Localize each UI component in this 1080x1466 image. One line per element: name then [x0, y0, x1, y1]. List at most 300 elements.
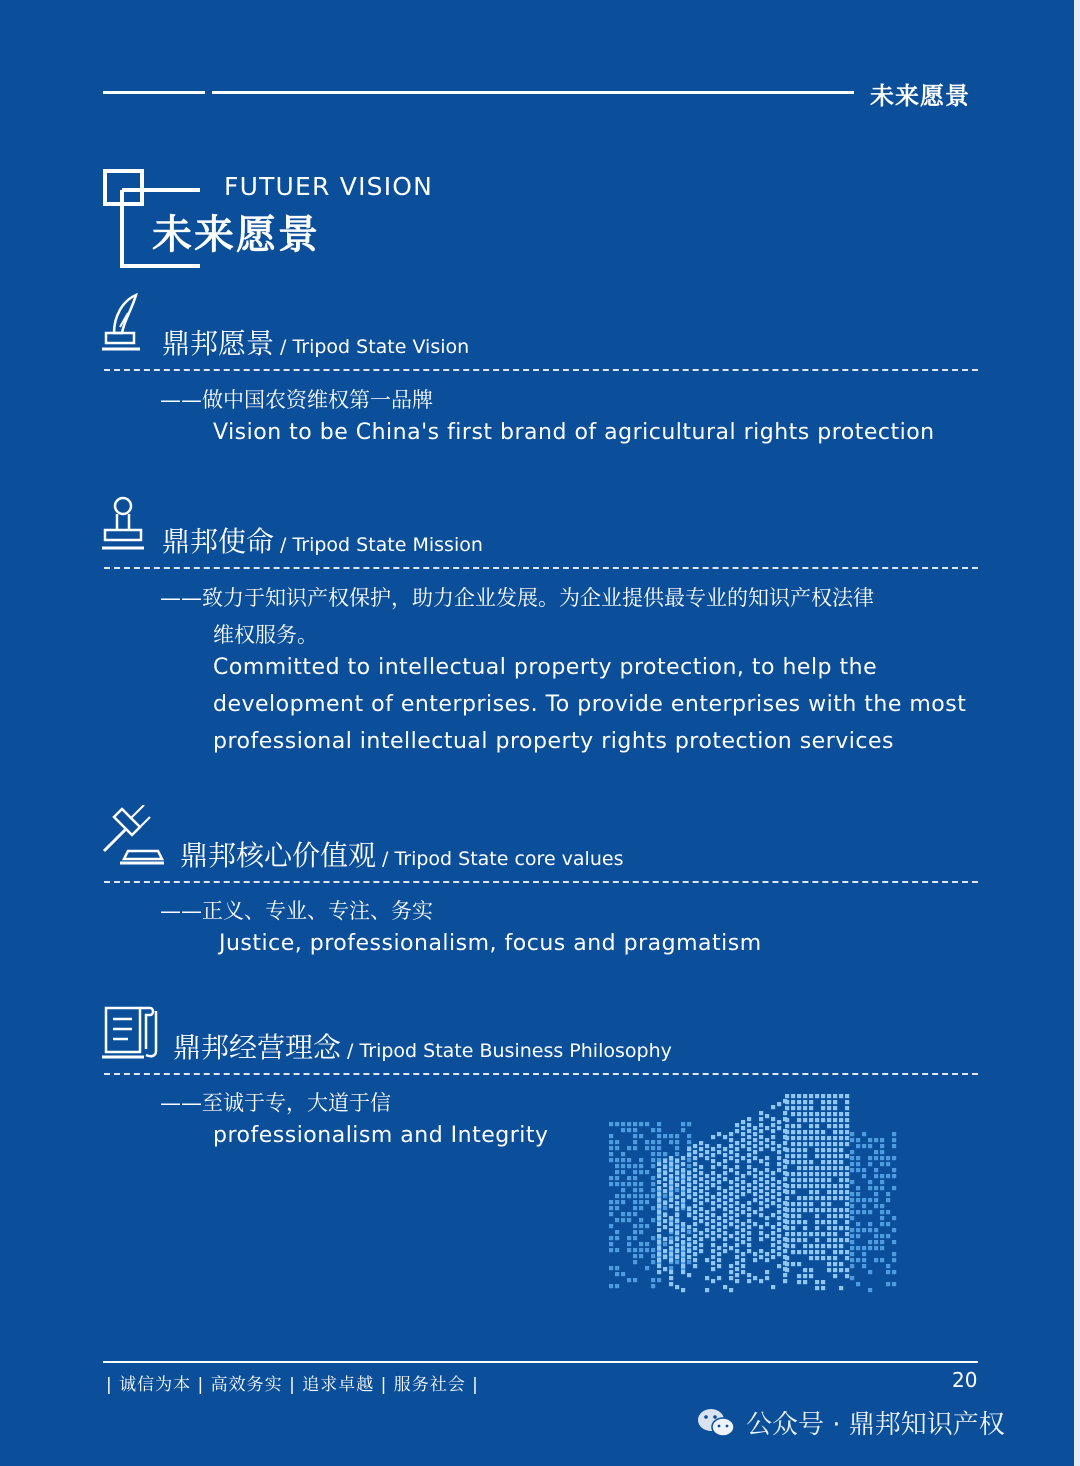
skyline-pixel: [791, 1094, 795, 1098]
skyline-pixel: [633, 1206, 637, 1210]
skyline-pixel: [777, 1186, 781, 1190]
skyline-pixel: [874, 1186, 878, 1190]
skyline-pixel: [639, 1164, 643, 1168]
skyline-pixel: [681, 1192, 685, 1196]
skyline-pixel: [681, 1186, 685, 1190]
skyline-pixel: [717, 1216, 721, 1220]
skyline-pixel: [771, 1201, 775, 1205]
skyline-pixel: [741, 1240, 745, 1244]
skyline-pixel: [711, 1231, 715, 1235]
skyline-pixel: [862, 1174, 866, 1178]
skyline-pixel: [723, 1153, 727, 1157]
skyline-pixel: [753, 1198, 757, 1202]
skyline-pixel: [681, 1228, 685, 1232]
skyline-pixel: [771, 1183, 775, 1187]
skyline-pixel: [717, 1258, 721, 1262]
skyline-pixel: [785, 1106, 789, 1110]
skyline-pixel: [821, 1184, 825, 1188]
skyline-pixel: [681, 1288, 685, 1292]
skyline-pixel: [797, 1154, 801, 1158]
skyline-pixel: [705, 1150, 709, 1154]
skyline-pixel: [827, 1160, 831, 1164]
skyline-pixel: [663, 1255, 667, 1259]
skyline-pixel: [803, 1250, 807, 1254]
skyline-pixel: [803, 1148, 807, 1152]
skyline-pixel: [833, 1190, 837, 1194]
skyline-pixel: [681, 1180, 685, 1184]
skyline-pixel: [735, 1207, 739, 1211]
skyline-pixel: [735, 1219, 739, 1223]
page-number: 20: [952, 1368, 978, 1392]
skyline-pixel: [815, 1148, 819, 1152]
skyline-pixel: [669, 1180, 673, 1184]
skyline-pixel: [827, 1094, 831, 1098]
skyline-pixel: [663, 1219, 667, 1223]
skyline-pixel: [791, 1172, 795, 1176]
skyline-pixel: [735, 1183, 739, 1187]
skyline-pixel: [797, 1262, 801, 1266]
skyline-pixel: [729, 1156, 733, 1160]
section-philosophy-en-line: professionalism and Integrity: [213, 1123, 549, 1148]
skyline-pixel: [687, 1147, 691, 1151]
skyline-pixel: [681, 1168, 685, 1172]
skyline-pixel: [729, 1168, 733, 1172]
skyline-pixel: [729, 1210, 733, 1214]
skyline-pixel: [874, 1174, 878, 1178]
skyline-pixel: [657, 1152, 661, 1156]
skyline-pixel: [681, 1252, 685, 1256]
skyline-pixel: [797, 1208, 801, 1212]
skyline-pixel: [699, 1153, 703, 1157]
skyline-pixel: [833, 1244, 837, 1248]
skyline-pixel: [833, 1142, 837, 1146]
skyline-pixel: [741, 1204, 745, 1208]
skyline-pixel: [753, 1276, 757, 1280]
skyline-pixel: [681, 1174, 685, 1178]
skyline-pixel: [803, 1280, 807, 1284]
skyline-pixel: [797, 1232, 801, 1236]
skyline-pixel: [785, 1148, 789, 1152]
header-rule-long: [212, 91, 854, 94]
skyline-pixel: [874, 1246, 878, 1250]
skyline-pixel: [651, 1236, 655, 1240]
skyline-pixel: [862, 1252, 866, 1256]
skyline-pixel: [753, 1222, 757, 1226]
skyline-pixel: [815, 1118, 819, 1122]
skyline-pixel: [850, 1264, 854, 1268]
skyline-pixel: [803, 1106, 807, 1110]
skyline-pixel: [633, 1128, 637, 1132]
skyline-pixel: [771, 1237, 775, 1241]
skyline-pixel: [868, 1180, 872, 1184]
skyline-pixel: [785, 1226, 789, 1230]
skyline-pixel: [845, 1106, 849, 1110]
skyline-pixel: [711, 1135, 715, 1139]
skyline-pixel: [747, 1171, 751, 1175]
skyline-pixel: [735, 1213, 739, 1217]
skyline-pixel: [827, 1226, 831, 1230]
skyline-pixel: [615, 1218, 619, 1222]
skyline-pixel: [868, 1198, 872, 1202]
skyline-pixel: [609, 1206, 613, 1210]
skyline-pixel: [815, 1166, 819, 1170]
skyline-pixel: [627, 1236, 631, 1240]
skyline-pixel: [797, 1124, 801, 1128]
skyline-pixel: [785, 1136, 789, 1140]
skyline-pixel: [803, 1100, 807, 1104]
skyline-pixel: [759, 1201, 763, 1205]
skyline-pixel: [833, 1136, 837, 1140]
skyline-pixel: [747, 1129, 751, 1133]
skyline-pixel: [627, 1248, 631, 1252]
skyline-pixel: [874, 1258, 878, 1262]
skyline-pixel: [850, 1246, 854, 1250]
skyline-pixel: [729, 1144, 733, 1148]
skyline-pixel: [785, 1238, 789, 1242]
skyline-pixel: [765, 1138, 769, 1142]
skyline-pixel: [687, 1171, 691, 1175]
skyline-pixel: [815, 1094, 819, 1098]
skyline-pixel: [621, 1194, 625, 1198]
skyline-pixel: [777, 1120, 781, 1124]
skyline-pixel: [797, 1172, 801, 1176]
skyline-pixel: [693, 1228, 697, 1232]
skyline-pixel: [753, 1132, 757, 1136]
skyline-pixel: [753, 1150, 757, 1154]
skyline-pixel: [850, 1138, 854, 1142]
section-vision-divider: [104, 369, 978, 371]
skyline-pixel: [839, 1262, 843, 1266]
skyline-pixel: [868, 1162, 872, 1166]
skyline-pixel: [765, 1252, 769, 1256]
skyline-pixel: [717, 1198, 721, 1202]
skyline-pixel: [663, 1213, 667, 1217]
skyline-pixel: [785, 1160, 789, 1164]
skyline-pixel: [615, 1230, 619, 1234]
skyline-pixel: [765, 1216, 769, 1220]
skyline-pixel: [815, 1172, 819, 1176]
skyline-pixel: [627, 1146, 631, 1150]
skyline-pixel: [880, 1210, 884, 1214]
skyline-pixel: [839, 1130, 843, 1134]
skyline-pixel: [741, 1270, 745, 1274]
skyline-pixel: [827, 1136, 831, 1140]
skyline-pixel: [723, 1171, 727, 1175]
skyline-pixel: [687, 1273, 691, 1277]
skyline-pixel: [803, 1160, 807, 1164]
skyline-pixel: [693, 1204, 697, 1208]
skyline-pixel: [729, 1138, 733, 1142]
skyline-pixel: [845, 1154, 849, 1158]
skyline-pixel: [765, 1276, 769, 1280]
skyline-pixel: [609, 1152, 613, 1156]
skyline-pixel: [833, 1118, 837, 1122]
skyline-pixel: [880, 1246, 884, 1250]
skyline-pixel: [785, 1184, 789, 1188]
skyline-pixel: [791, 1124, 795, 1128]
skyline-pixel: [639, 1158, 643, 1162]
skyline-pixel: [639, 1242, 643, 1246]
skyline-pixel: [791, 1142, 795, 1146]
skyline-pixel: [803, 1274, 807, 1278]
skyline-pixel: [845, 1256, 849, 1260]
skyline-pixel: [765, 1174, 769, 1178]
skyline-pixel: [785, 1208, 789, 1212]
skyline-pixel: [675, 1219, 679, 1223]
skyline-pixel: [681, 1128, 685, 1132]
skyline-pixel: [880, 1156, 884, 1160]
skyline-pixel: [693, 1258, 697, 1262]
skyline-pixel: [615, 1236, 619, 1240]
skyline-pixel: [693, 1150, 697, 1154]
header-rule-short: [103, 91, 205, 94]
skyline-pixel: [845, 1184, 849, 1188]
skyline-pixel: [845, 1250, 849, 1254]
skyline-pixel: [705, 1288, 709, 1292]
skyline-pixel: [687, 1140, 691, 1144]
skyline-pixel: [839, 1208, 843, 1212]
skyline-pixel: [809, 1184, 813, 1188]
skyline-pixel: [821, 1232, 825, 1236]
skyline-pixel: [785, 1262, 789, 1266]
skyline-pixel: [783, 1273, 787, 1277]
section-values-en-line: Justice, professionalism, focus and pragmatism: [219, 931, 762, 956]
skyline-pixel: [657, 1246, 661, 1250]
skyline-pixel: [809, 1142, 813, 1146]
skyline-pixel: [729, 1192, 733, 1196]
skyline-pixel: [785, 1094, 789, 1098]
skyline-pixel: [735, 1159, 739, 1163]
skyline-pixel: [675, 1159, 679, 1163]
skyline-pixel: [687, 1243, 691, 1247]
skyline-pixel: [609, 1284, 613, 1288]
skyline-pixel: [669, 1192, 673, 1196]
skyline-pixel: [759, 1195, 763, 1199]
skyline-pixel: [815, 1184, 819, 1188]
skyline-pixel: [681, 1240, 685, 1244]
skyline-pixel: [803, 1196, 807, 1200]
skyline-pixel: [753, 1180, 757, 1184]
skyline-pixel: [845, 1214, 849, 1218]
skyline-pixel: [693, 1174, 697, 1178]
section-mission-cn-line-2: 维权服务。: [213, 623, 318, 647]
skyline-pixel: [839, 1184, 843, 1188]
skyline-pixel: [627, 1128, 631, 1132]
skyline-pixel: [627, 1122, 631, 1126]
skyline-pixel: [892, 1282, 896, 1286]
skyline-pixel: [845, 1172, 849, 1176]
skyline-pixel: [791, 1136, 795, 1140]
skyline-pixel: [759, 1135, 763, 1139]
skyline-pixel: [880, 1258, 884, 1262]
skyline-pixel: [821, 1148, 825, 1152]
skyline-pixel: [874, 1168, 878, 1172]
skyline-pixel: [621, 1170, 625, 1174]
skyline-pixel: [747, 1123, 751, 1127]
skyline-pixel: [809, 1106, 813, 1110]
skyline-pixel: [663, 1242, 667, 1246]
skyline-pixel: [777, 1240, 781, 1244]
skyline-pixel: [759, 1279, 763, 1283]
skyline-pixel: [723, 1195, 727, 1199]
skyline-pixel: [681, 1258, 685, 1262]
skyline-pixel: [657, 1180, 661, 1184]
section-mission-title-en: / Tripod State Mission: [280, 534, 483, 556]
skyline-pixel: [639, 1230, 643, 1234]
skyline-pixel: [777, 1102, 781, 1106]
skyline-pixel: [839, 1112, 843, 1116]
skyline-pixel: [669, 1162, 673, 1166]
skyline-pixel: [886, 1264, 890, 1268]
skyline-pixel: [833, 1130, 837, 1134]
skyline-pixel: [821, 1256, 825, 1260]
skyline-pixel: [687, 1195, 691, 1199]
skyline-pixel: [791, 1184, 795, 1188]
skyline-pixel: [711, 1249, 715, 1253]
skyline-pixel: [675, 1177, 679, 1181]
skyline-pixel: [699, 1195, 703, 1199]
skyline-pixel: [868, 1240, 872, 1244]
skyline-pixel: [886, 1156, 890, 1160]
skyline-pixel: [777, 1252, 781, 1256]
skyline-pixel: [657, 1270, 661, 1274]
skyline-pixel: [723, 1135, 727, 1139]
skyline-pixel: [771, 1171, 775, 1175]
skyline-pixel: [699, 1249, 703, 1253]
skyline-pixel: [741, 1138, 745, 1142]
skyline-pixel: [833, 1232, 837, 1236]
skyline-pixel: [651, 1260, 655, 1264]
skyline-pixel: [791, 1130, 795, 1134]
skyline-pixel: [845, 1196, 849, 1200]
skyline-pixel: [827, 1208, 831, 1212]
skyline-pixel: [783, 1249, 787, 1253]
skyline-pixel: [777, 1222, 781, 1226]
skyline-pixel: [651, 1254, 655, 1258]
skyline-pixel: [609, 1140, 613, 1144]
skyline-pixel: [615, 1248, 619, 1252]
skyline-pixel: [609, 1200, 613, 1204]
skyline-pixel: [821, 1172, 825, 1176]
skyline-pixel: [850, 1132, 854, 1136]
skyline-pixel: [747, 1201, 751, 1205]
skyline-pixel: [699, 1219, 703, 1223]
skyline-pixel: [615, 1272, 619, 1276]
skyline-pixel: [747, 1219, 751, 1223]
skyline-pixel: [759, 1129, 763, 1133]
skyline-pixel: [839, 1118, 843, 1122]
skyline-pixel: [615, 1284, 619, 1288]
skyline-pixel: [809, 1250, 813, 1254]
skyline-pixel: [621, 1188, 625, 1192]
section-values-cn-line: ——正义、专业、专注、务实: [160, 899, 433, 923]
skyline-pixel: [747, 1273, 751, 1277]
skyline-pixel: [675, 1171, 679, 1175]
skyline-pixel: [669, 1228, 673, 1232]
skyline-pixel: [803, 1268, 807, 1272]
skyline-pixel: [633, 1254, 637, 1258]
skyline-pixel: [862, 1132, 866, 1136]
skyline-pixel: [845, 1166, 849, 1170]
skyline-pixel: [880, 1204, 884, 1208]
skyline-pixel: [657, 1192, 661, 1196]
skyline-pixel: [868, 1228, 872, 1232]
skyline-pixel: [815, 1142, 819, 1146]
skyline-pixel: [675, 1255, 679, 1259]
skyline-pixel: [609, 1146, 613, 1150]
skyline-pixel: [729, 1180, 733, 1184]
skyline-pixel: [645, 1170, 649, 1174]
skyline-pixel: [693, 1156, 697, 1160]
skyline-pixel: [693, 1264, 697, 1268]
skyline-pixel: [633, 1194, 637, 1198]
skyline-pixel: [681, 1122, 685, 1126]
skyline-pixel: [791, 1238, 795, 1242]
skyline-pixel: [845, 1238, 849, 1242]
skyline-pixel: [759, 1225, 763, 1229]
skyline-pixel: [850, 1168, 854, 1172]
skyline-pixel: [850, 1192, 854, 1196]
skyline-pixel: [892, 1270, 896, 1274]
skyline-pixel: [639, 1194, 643, 1198]
skyline-pixel: [675, 1249, 679, 1253]
skyline-pixel: [833, 1262, 837, 1266]
skyline-pixel: [797, 1250, 801, 1254]
skyline-pixel: [833, 1100, 837, 1104]
skyline-pixel: [735, 1243, 739, 1247]
skyline-pixel: [693, 1216, 697, 1220]
skyline-pixel: [705, 1222, 709, 1226]
skyline-pixel: [850, 1240, 854, 1244]
skyline-pixel: [886, 1282, 890, 1286]
skyline-pixel: [663, 1201, 667, 1205]
skyline-pixel: [747, 1213, 751, 1217]
section-values-title: [180, 834, 623, 874]
skyline-pixel: [839, 1268, 843, 1272]
skyline-pixel: [717, 1234, 721, 1238]
skyline-pixel: [821, 1112, 825, 1116]
skyline-pixel: [639, 1254, 643, 1258]
skyline-pixel: [615, 1194, 619, 1198]
skyline-pixel: [803, 1154, 807, 1158]
skyline-pixel: [791, 1106, 795, 1110]
skyline-pixel: [675, 1195, 679, 1199]
skyline-pixel: [657, 1174, 661, 1178]
skyline-pixel: [747, 1183, 751, 1187]
skyline-pixel: [827, 1232, 831, 1236]
skyline-pixel: [868, 1144, 872, 1148]
skyline-pixel: [633, 1200, 637, 1204]
skyline-pixel: [862, 1228, 866, 1232]
skyline-pixel: [850, 1258, 854, 1262]
skyline-pixel: [821, 1094, 825, 1098]
skyline-pixel: [741, 1132, 745, 1136]
skyline-pixel: [669, 1246, 673, 1250]
skyline-pixel: [759, 1231, 763, 1235]
skyline-pixel: [705, 1174, 709, 1178]
skyline-pixel: [785, 1190, 789, 1194]
section-vision-en-line: Vision to be China's first brand of agricultural rights protection: [213, 420, 935, 445]
skyline-pixel: [839, 1238, 843, 1242]
skyline-pixel: [681, 1246, 685, 1250]
skyline-pixel: [771, 1177, 775, 1181]
skyline-pixel: [609, 1176, 613, 1180]
skyline-pixel: [797, 1148, 801, 1152]
skyline-pixel: [693, 1180, 697, 1184]
skyline-pixel: [723, 1285, 727, 1289]
skyline-pixel: [741, 1264, 745, 1268]
skyline-pixel: [886, 1162, 890, 1166]
